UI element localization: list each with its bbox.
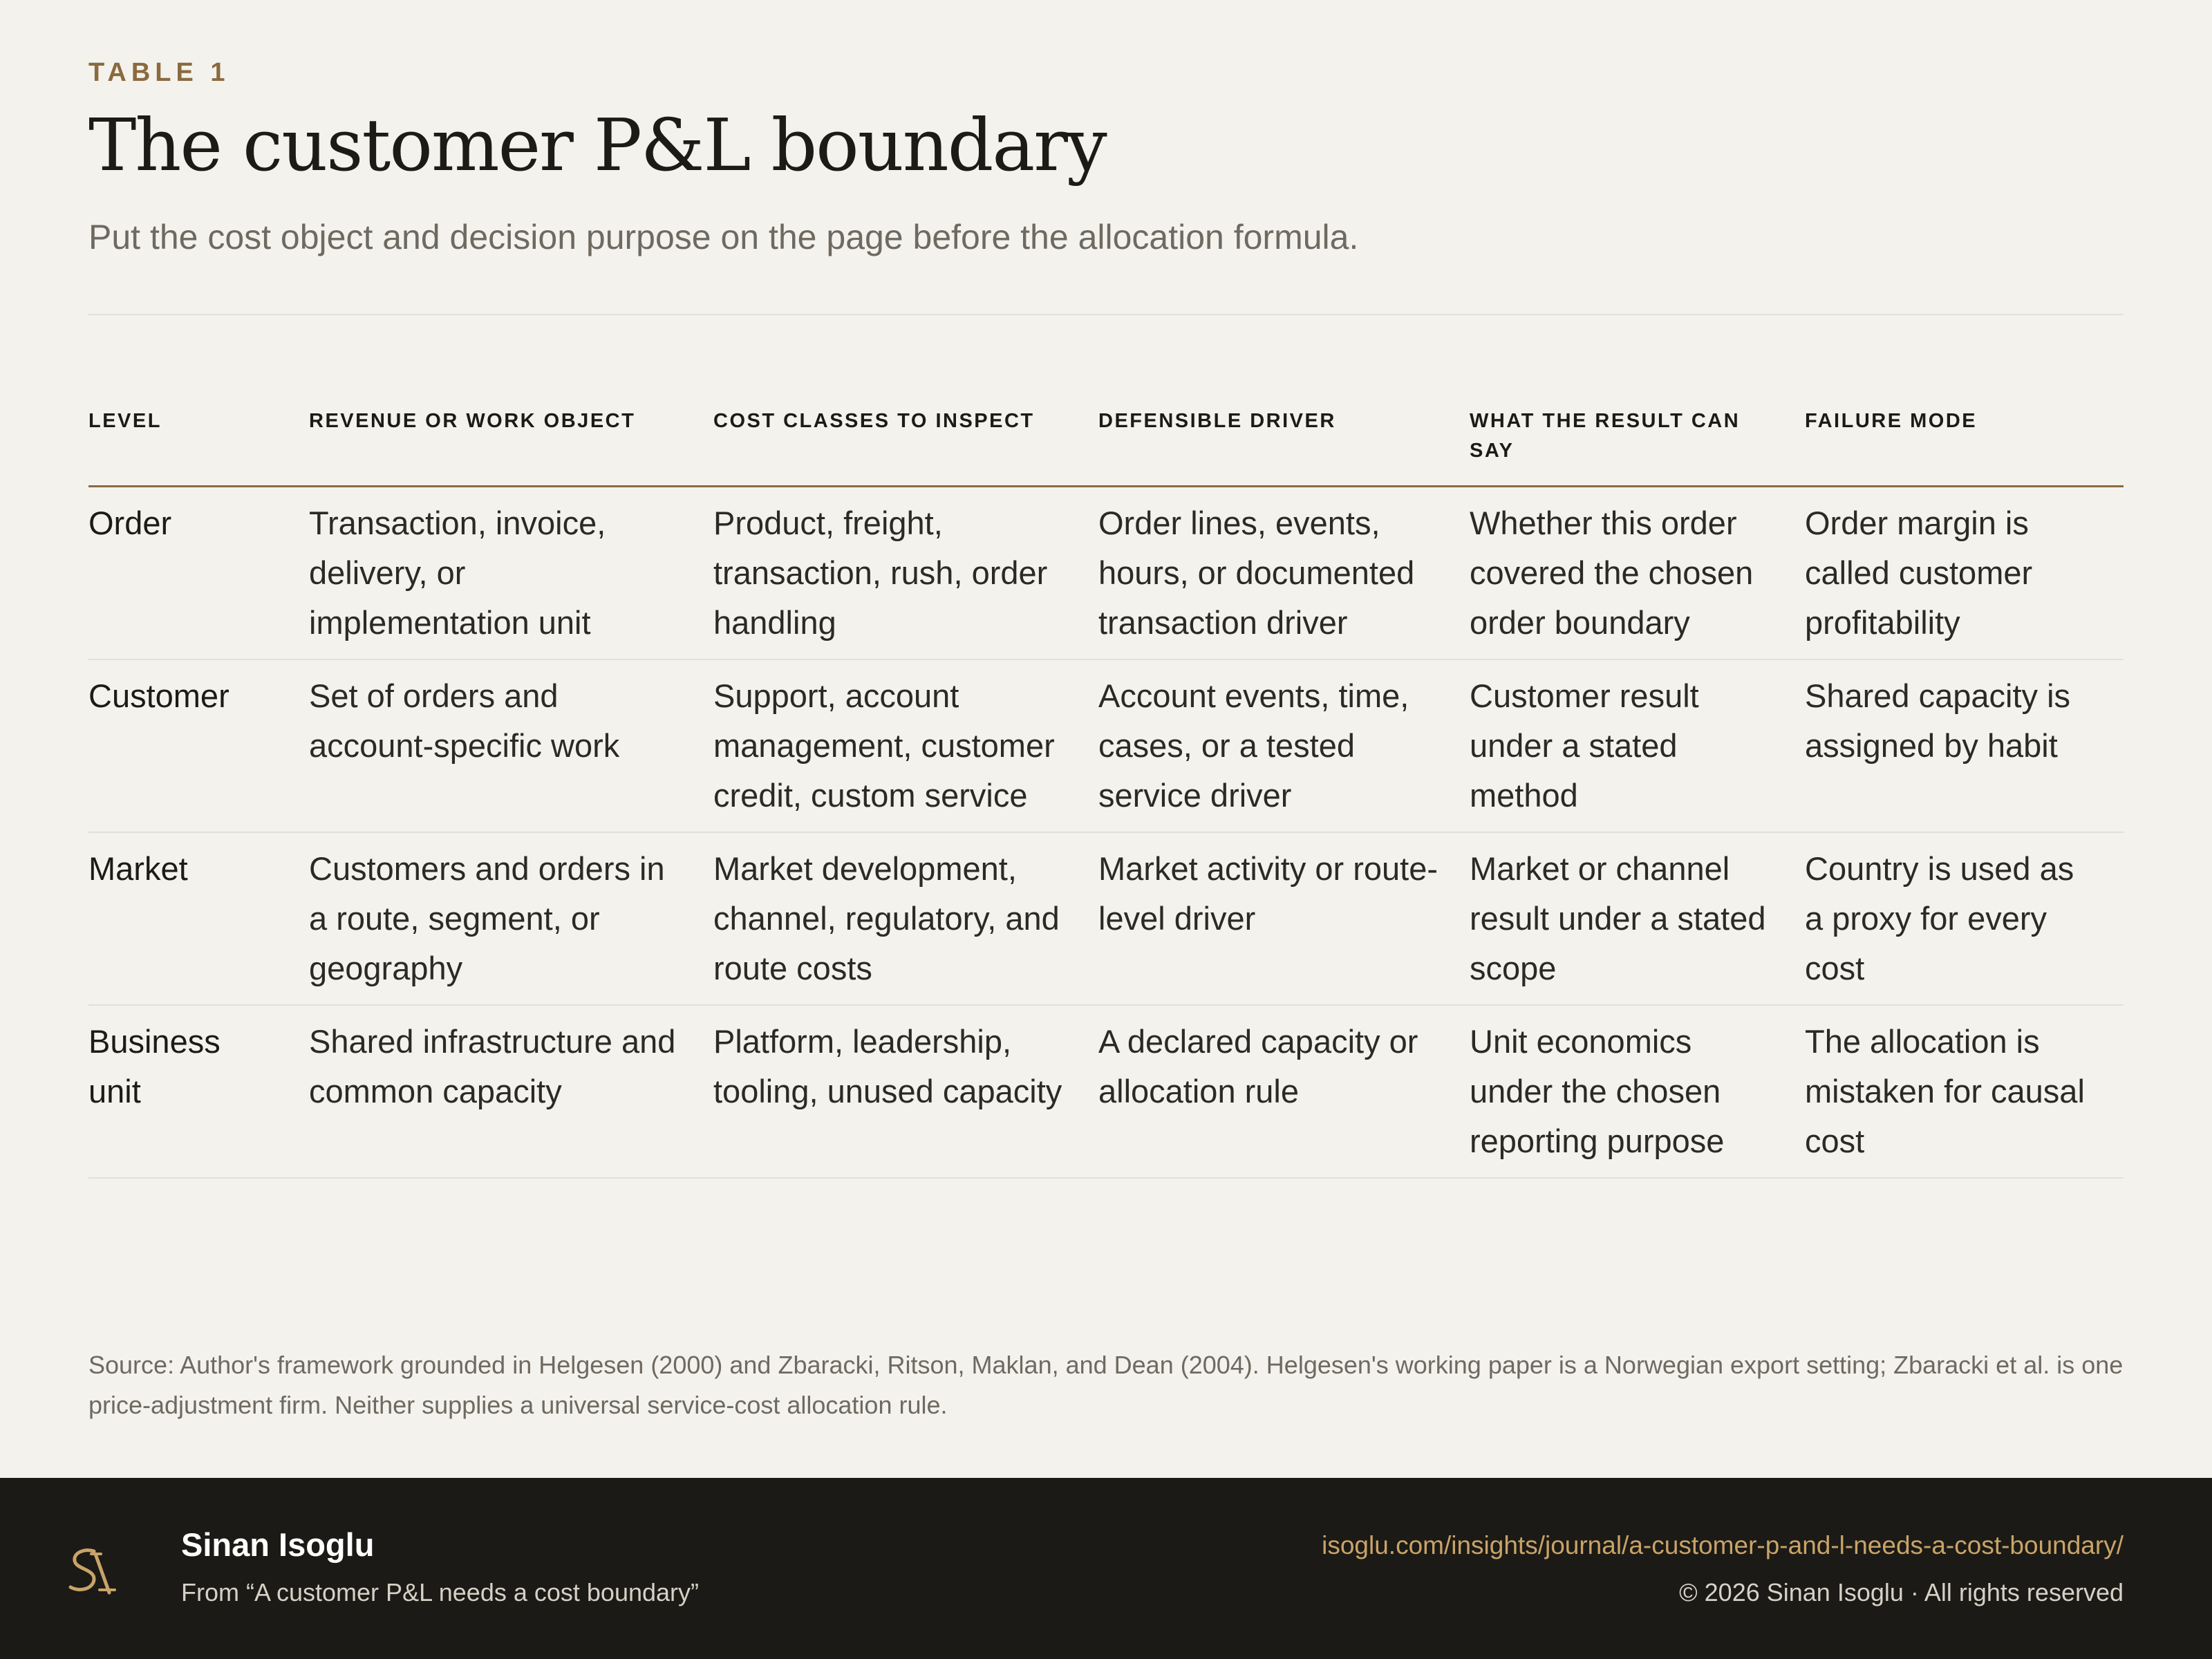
article-source-line: From “A customer P&L needs a cost boundary” [181, 1578, 700, 1606]
copyright-notice: © 2026 Sinan Isoglu · All rights reserved [1679, 1578, 2124, 1606]
cell-object: Shared infrastructure and common capacity [309, 1005, 713, 1178]
cell-level: Business unit [88, 1005, 309, 1178]
table-row [88, 487, 2124, 660]
cell-object: Customers and orders in a route, segment, or geography [309, 832, 713, 1005]
cell-costs: Platform, leadership, tooling, unused capacity [713, 1005, 1098, 1178]
cell-driver: Account events, time, cases, or a tested service driver [1098, 659, 1470, 832]
table-header-row [88, 387, 2124, 487]
table-row [88, 832, 2124, 1005]
column-header-object: REVENUE OR WORK OBJECT [309, 387, 713, 487]
cell-result: Customer result under a stated method [1470, 659, 1805, 832]
page-subtitle: Put the cost object and decision purpose on the page before the allocation formula. [88, 218, 1359, 256]
header-divider [88, 314, 2124, 315]
column-header-driver: DEFENSIBLE DRIVER [1098, 387, 1470, 487]
cell-object: Set of orders and account-specific work [309, 659, 713, 832]
cell-costs: Support, account management, customer credit, custom service [713, 659, 1098, 832]
column-header-costs: COST CLASSES TO INSPECT [713, 387, 1098, 487]
source-note: Source: Author's framework grounded in Helgesen (2000) and Zbaracki, Ritson, Maklan, and Dean (2004). Helgesen's working paper is a Norwegian export setting; Zbaracki et al. is one price-adjustment firm. Neither supplies a universal service-cost allocation rule. [88, 1351, 2124, 1419]
cell-driver: Market activity or route-level driver [1098, 832, 1470, 1005]
si-monogram-icon [64, 1544, 119, 1600]
column-header-result: WHAT THE RESULT CAN SAY [1470, 387, 1805, 487]
cell-level: Order [88, 487, 309, 660]
cell-failure: Order margin is called customer profitability [1805, 487, 2124, 660]
boundary-table [88, 387, 2124, 1179]
table-row [88, 1005, 2124, 1178]
cell-failure: Country is used as a proxy for every cost [1805, 832, 2124, 1005]
cell-result: Unit economics under the chosen reporting purpose [1470, 1005, 1805, 1178]
author-name: Sinan Isoglu [181, 1526, 375, 1563]
cell-level: Market [88, 832, 309, 1005]
cell-driver: A declared capacity or allocation rule [1098, 1005, 1470, 1178]
cell-failure: Shared capacity is assigned by habit [1805, 659, 2124, 832]
column-header-failure: FAILURE MODE [1805, 387, 2124, 487]
table-row [88, 659, 2124, 832]
cell-level: Customer [88, 659, 309, 832]
cell-failure: The allocation is mistaken for causal cost [1805, 1005, 2124, 1178]
cell-driver: Order lines, events, hours, or documented transaction driver [1098, 487, 1470, 660]
article-url-link[interactable]: isoglu.com/insights/journal/a-customer-p-and-l-needs-a-cost-boundary/ [1322, 1531, 2124, 1559]
cell-object: Transaction, invoice, delivery, or implementation unit [309, 487, 713, 660]
cell-costs: Product, freight, transaction, rush, order handling [713, 487, 1098, 660]
cell-result: Market or channel result under a stated scope [1470, 832, 1805, 1005]
table-eyebrow: TABLE 1 [88, 58, 230, 87]
footer [0, 1478, 2212, 1659]
cell-costs: Market development, channel, regulatory, and route costs [713, 832, 1098, 1005]
page-title: The customer P&L boundary [88, 103, 1106, 187]
column-header-level: LEVEL [88, 387, 309, 487]
cell-result: Whether this order covered the chosen order boundary [1470, 487, 1805, 660]
